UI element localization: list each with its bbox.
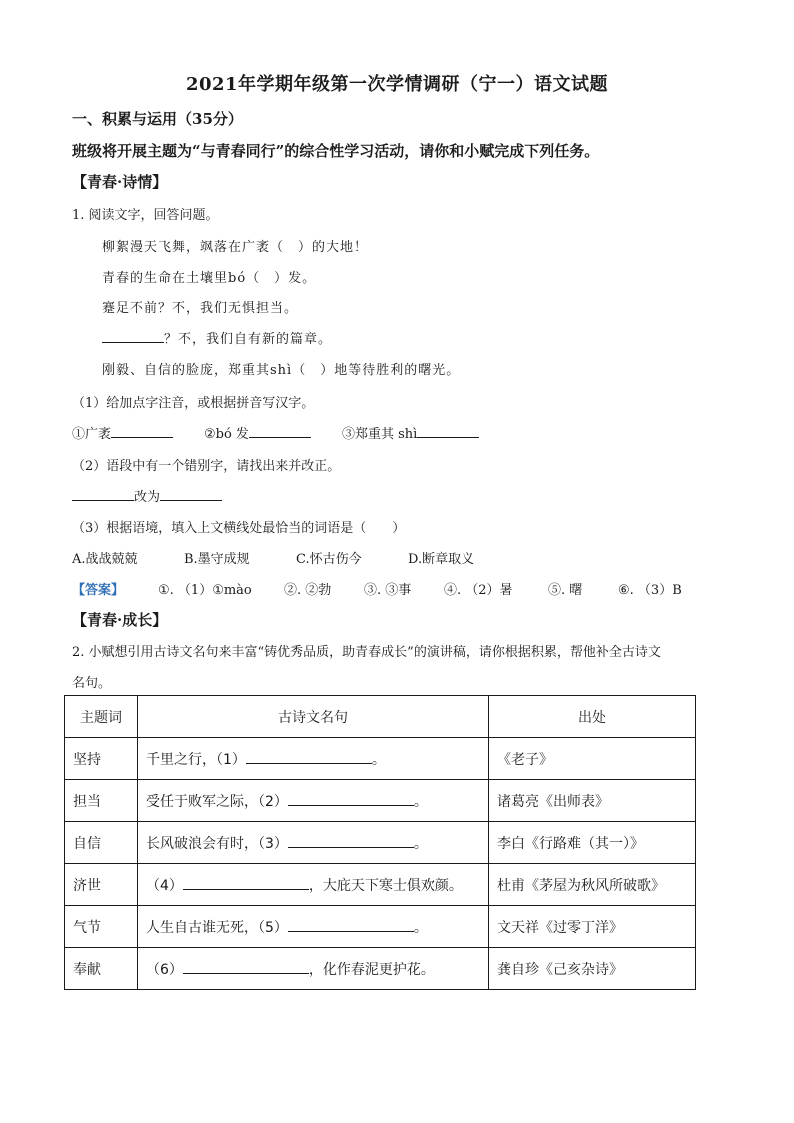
cell-theme: 奉献	[65, 948, 138, 990]
subsection-heading: 【青春·诗情】	[72, 173, 168, 191]
quote-suffix: 。	[371, 751, 386, 768]
item-label: ③郑重其 shì	[342, 427, 418, 442]
table-row	[65, 780, 696, 822]
sub-question: （2）语段中有一个错别字，请找出来并改正。	[72, 459, 341, 474]
quote-prefix: 人生自古谁无死，（5）	[146, 919, 288, 936]
item-label: ①广袤	[72, 427, 112, 442]
answer-entry: ⑤. 曙	[548, 583, 583, 598]
sub-question: （3）根据语境，填入上文横线处最恰当的词语是（ ）	[72, 521, 406, 536]
answer-blank[interactable]	[160, 486, 222, 501]
answer-tag: 【答案】	[72, 583, 125, 598]
cell-source: 李白《行路难（其一）》	[489, 822, 696, 864]
cell-theme: 气节	[65, 906, 138, 948]
item-label: ②bó 发	[204, 427, 249, 442]
fill-blank[interactable]	[102, 328, 164, 343]
quote-blank[interactable]	[288, 792, 414, 806]
table-row	[65, 906, 696, 948]
quote-blank[interactable]	[246, 750, 372, 764]
cell-theme: 济世	[65, 864, 138, 906]
answer-entry: ④. （2）暑	[444, 583, 513, 598]
quote-blank[interactable]	[288, 834, 414, 848]
answer-blank[interactable]	[417, 423, 479, 438]
option-a[interactable]: A.战战兢兢	[72, 552, 138, 567]
correction-line	[72, 486, 222, 505]
quote-prefix: （4）	[146, 877, 183, 894]
quote-prefix: 长风破浪会有时，（3）	[146, 835, 288, 852]
quote-suffix: 。	[413, 835, 428, 852]
section-heading: 一、积累与运用（35分）	[72, 110, 243, 128]
answer-entry: ⑥. （3）B	[618, 583, 682, 598]
answer-blank[interactable]	[249, 423, 311, 438]
passage-line: 柳絮漫天飞舞，飒落在广袤（ ）的大地！	[102, 240, 369, 255]
correction-label: 改为	[134, 490, 161, 505]
quote-suffix: 。	[413, 793, 428, 810]
cell-source: 文天祥《过零丁洋》	[489, 906, 696, 948]
question-stem-cont: 名句。	[72, 676, 112, 691]
poetry-table	[64, 695, 696, 990]
passage-line: 青春的生命在土壤里bó（ ）发。	[102, 271, 317, 286]
page-title: 2021年学期年级第一次学情调研（宁一）语文试题	[185, 74, 609, 95]
passage-line: 蹇足不前？不，我们无惧担当。	[102, 301, 299, 316]
header-quote: 古诗文名句	[138, 696, 489, 738]
quote-prefix: 受任于败军之际，（2）	[146, 793, 288, 810]
sub-question: （1）给加点字注音，或根据拼音写汉字。	[72, 396, 315, 411]
table-row	[65, 864, 696, 906]
cell-quote	[138, 906, 489, 948]
cell-quote	[138, 864, 489, 906]
answer-entry: ③. ③事	[364, 583, 412, 598]
option-d[interactable]: D.断章取义	[408, 552, 475, 567]
cell-source: 《老子》	[489, 738, 696, 780]
table-header-row	[65, 696, 696, 738]
cell-theme: 担当	[65, 780, 138, 822]
cell-quote	[138, 738, 489, 780]
quote-suffix: ，化作春泥更护花。	[308, 961, 435, 978]
answer-blank[interactable]	[72, 486, 134, 501]
quote-blank[interactable]	[183, 960, 309, 974]
cell-theme: 坚持	[65, 738, 138, 780]
quote-suffix: 。	[413, 919, 428, 936]
passage-line-blank	[102, 328, 332, 347]
cell-quote	[138, 948, 489, 990]
section-intro: 班级将开展主题为“与青春同行”的综合性学习活动，请你和小赋完成下列任务。	[72, 142, 600, 160]
cell-source: 杜甫《茅屋为秋风所破歌》	[489, 864, 696, 906]
cell-quote	[138, 822, 489, 864]
table-row	[65, 738, 696, 780]
option-b[interactable]: B.墨守成规	[184, 552, 250, 567]
answer-entry: ①. （1）①mào	[158, 583, 252, 598]
answer-item	[72, 423, 173, 442]
answer-entry: ②. ②勃	[284, 583, 332, 598]
question-stem: 1. 阅读文字，回答问题。	[72, 208, 219, 223]
header-theme: 主题词	[65, 696, 138, 738]
option-c[interactable]: C.怀古伤今	[296, 552, 362, 567]
header-source: 出处	[489, 696, 696, 738]
quote-prefix: 千里之行，（1）	[146, 751, 246, 768]
quote-blank[interactable]	[183, 876, 309, 890]
subsection-heading: 【青春·成长】	[72, 611, 168, 629]
answer-blank[interactable]	[111, 423, 173, 438]
cell-source: 龚自珍《己亥杂诗》	[489, 948, 696, 990]
cell-source: 诸葛亮《出师表》	[489, 780, 696, 822]
passage-line-text: ？不，我们自有新的篇章。	[164, 332, 333, 347]
answer-item	[342, 423, 479, 442]
quote-blank[interactable]	[288, 918, 414, 932]
table-row	[65, 822, 696, 864]
cell-theme: 自信	[65, 822, 138, 864]
answer-item	[204, 423, 311, 442]
quote-suffix: ，大庇天下寒士俱欢颜。	[308, 877, 463, 894]
quote-prefix: （6）	[146, 961, 183, 978]
passage-line: 刚毅、自信的脸庞，郑重其shì（ ）地等待胜利的曙光。	[102, 363, 461, 378]
question-stem: 2. 小赋想引用古诗文名句来丰富“铸优秀品质，助青春成长”的演讲稿，请你根据积累，帮他补全古诗文	[72, 645, 661, 660]
table-row	[65, 948, 696, 990]
cell-quote	[138, 780, 489, 822]
